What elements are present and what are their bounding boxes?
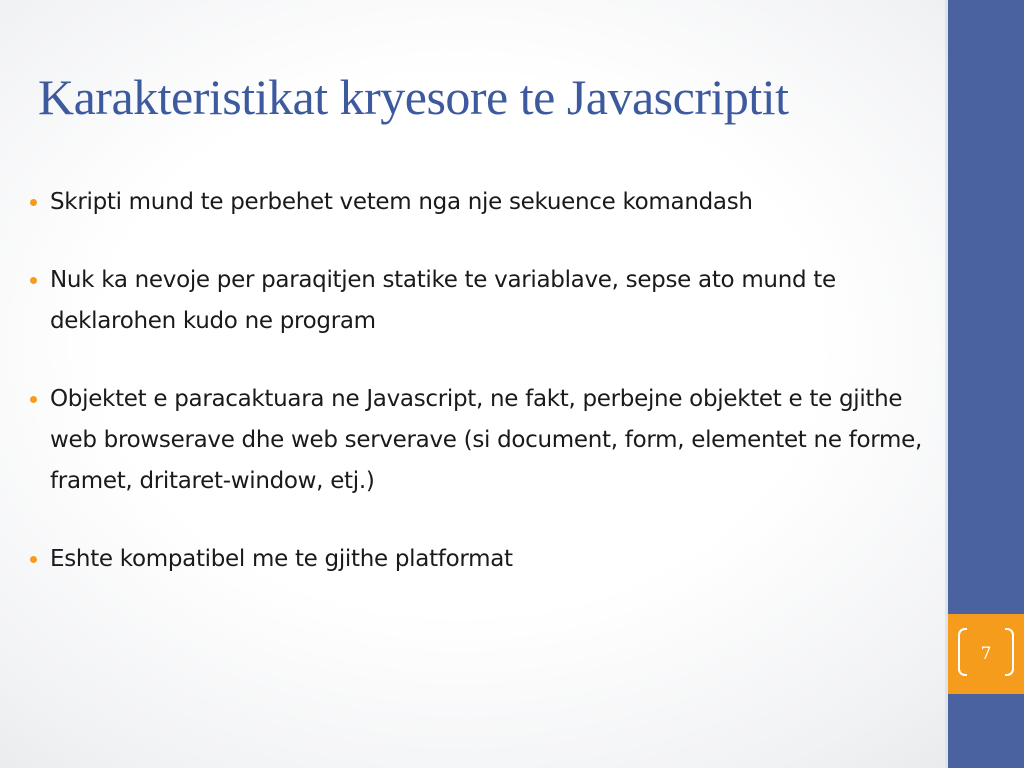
bullet-item bbox=[30, 260, 935, 342]
bullet-icon bbox=[30, 277, 37, 284]
bullet-icon bbox=[30, 199, 37, 206]
bullet-text: Eshte kompatibel me te gjithe platformat bbox=[50, 546, 513, 572]
bullet-item bbox=[30, 539, 935, 580]
bullet-list bbox=[30, 182, 935, 617]
bullet-icon bbox=[30, 556, 37, 563]
bullet-icon bbox=[30, 396, 37, 403]
bullet-text: Objektet e paracaktuara ne Javascript, ne fakt, perbejne objektet e te gjithe web browserave dhe web serverave (si document, form, elementet ne forme, framet, dritaret-window, etj.) bbox=[50, 386, 922, 494]
bullet-item bbox=[30, 182, 935, 223]
page-number: 7 bbox=[980, 644, 992, 664]
slide-title: Karakteristikat kryesore te Javascriptit bbox=[38, 69, 789, 125]
right-bracket-icon bbox=[1005, 628, 1014, 676]
bullet-item bbox=[30, 379, 935, 502]
bullet-text: Skripti mund te perbehet vetem nga nje sekuence komandash bbox=[50, 189, 753, 215]
page-number-box bbox=[948, 614, 1024, 694]
bullet-text: Nuk ka nevoje per paraqitjen statike te variablave, sepse ato mund te deklarohen kudo ne program bbox=[50, 267, 836, 334]
